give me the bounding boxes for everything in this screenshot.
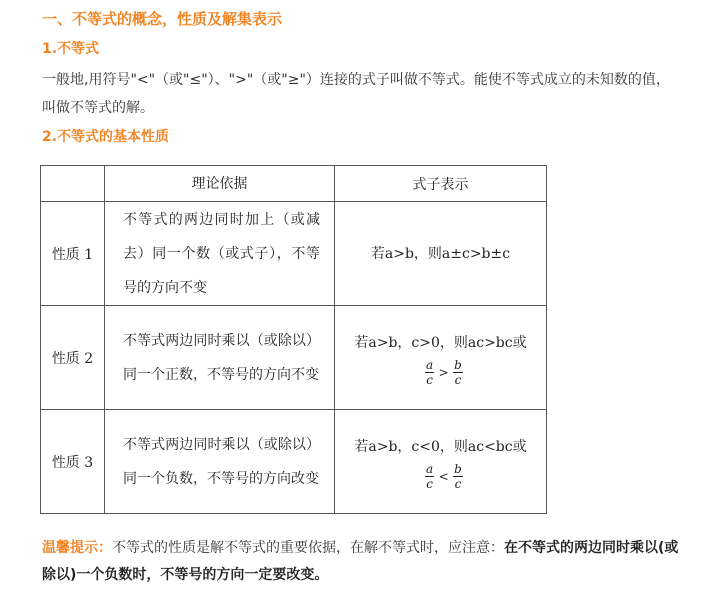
fraction-a-over-c bbox=[425, 462, 434, 491]
tip-text: 不等式的性质是解不等式的重要依据，在解不等式时，应注意： bbox=[112, 540, 504, 556]
table-header-row bbox=[41, 166, 547, 202]
property-basis bbox=[105, 202, 335, 306]
tip-emphasis: 在不等式的两边同时乘以(或除以)一个负数时，不等号的方向一定要改变。 bbox=[42, 540, 679, 583]
tip-label: 温馨提示： bbox=[42, 540, 112, 556]
main-heading: 一、不等式的概念，性质及解集表示 bbox=[42, 10, 283, 28]
property-name: 性质 3 bbox=[41, 410, 105, 514]
fraction-numerator: b bbox=[454, 358, 462, 372]
property-basis bbox=[105, 410, 335, 514]
formula-text: 若a>b，c>0，则ac>bc或 bbox=[354, 335, 527, 351]
property-name: 性质 2 bbox=[41, 306, 105, 410]
header-cell-basis: 理论依据 bbox=[105, 166, 335, 202]
fraction-b-over-c bbox=[453, 462, 463, 491]
fraction-denominator: c bbox=[426, 373, 433, 387]
fraction-a-over-c bbox=[425, 358, 434, 387]
formula-text: 若a>b，则a±c>b±c bbox=[370, 245, 511, 262]
fraction-operator: > bbox=[438, 365, 449, 380]
fraction-denominator: c bbox=[426, 477, 433, 491]
properties-table bbox=[40, 165, 547, 514]
tip-paragraph bbox=[42, 535, 692, 589]
fraction-numerator: b bbox=[454, 462, 462, 476]
table-row bbox=[41, 306, 547, 410]
property-formula bbox=[335, 306, 547, 410]
header-cell-formula: 式子表示 bbox=[335, 166, 547, 202]
definition-paragraph: 一般地,用符号"<"（或"≤"）、">"（或"≥"）连接的式子叫做不等式。能使不等式成立的未知数的值，叫做不等式的解。 bbox=[42, 72, 670, 116]
fraction-inequality bbox=[335, 462, 546, 491]
fraction-denominator: c bbox=[454, 477, 462, 491]
section-title-inequality: 1.不等式 bbox=[42, 41, 100, 57]
property-basis-text: 不等式两边同时乘以（或除以）同一个正数，不等号的方向不变 bbox=[123, 332, 320, 383]
fraction-inequality bbox=[335, 358, 546, 387]
section-title-properties: 2.不等式的基本性质 bbox=[42, 129, 170, 145]
property-basis bbox=[105, 306, 335, 410]
fraction-b-over-c bbox=[453, 358, 463, 387]
table-row bbox=[41, 410, 547, 514]
formula-text: 若a>b，c<0，则ac<bc或 bbox=[354, 439, 527, 455]
table-row bbox=[41, 202, 547, 306]
property-name: 性质 1 bbox=[41, 202, 105, 306]
property-basis-text: 不等式的两边同时加上（或减去）同一个数（或式子），不等号的方向不变 bbox=[123, 211, 320, 296]
fraction-operator: < bbox=[438, 469, 449, 484]
property-formula bbox=[335, 410, 547, 514]
fraction-numerator: a bbox=[426, 358, 434, 372]
property-formula bbox=[335, 202, 547, 306]
header-cell-empty bbox=[41, 166, 105, 202]
fraction-numerator: a bbox=[426, 462, 434, 476]
fraction-denominator: c bbox=[454, 373, 462, 387]
property-basis-text: 不等式两边同时乘以（或除以）同一个负数，不等号的方向改变 bbox=[123, 436, 320, 487]
